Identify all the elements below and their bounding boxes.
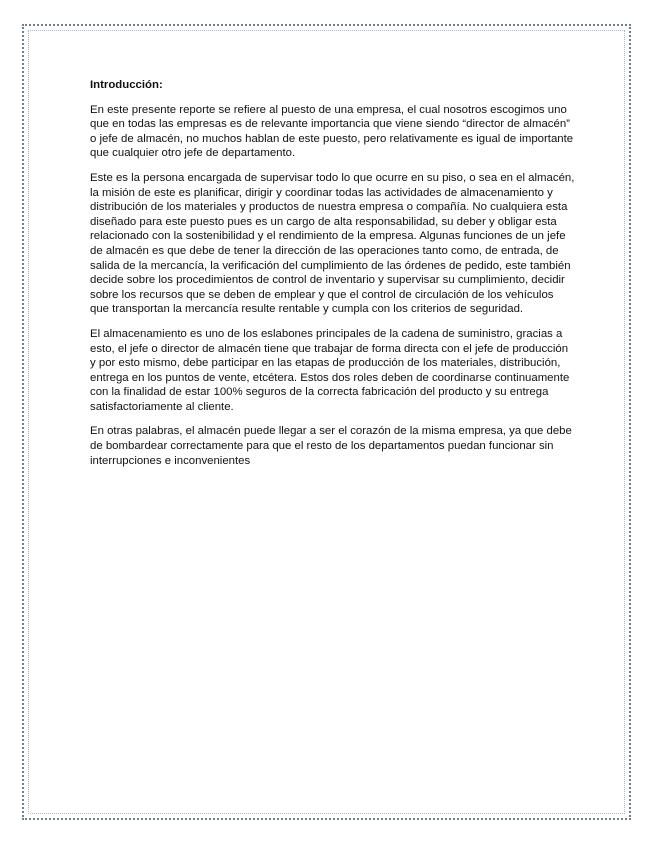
document-body [90, 78, 575, 478]
paragraph-intro: En este presente reporte se refiere al puesto de una empresa, el cual nosotros escogimos uno que en todas las empresas es de relevante importancia que viene siendo “director de almacén” o jefe de almacén, no muchos hablan de este puesto, pero relativamente es igual de importante que cualquier otro jefe de departamento. [90, 103, 574, 160]
paragraph-supply-chain: El almacenamiento es uno de los eslabones principales de la cadena de suministro, gracias a esto, el jefe o director de almacén tiene que trabajar de forma directa con el jefe de producción y por esto mismo, debe participar en las etapas de producción de los materiales, distribución, entrega en los puntos de vente, etcétera. Estos dos roles deben de coordinarse continuamente con la finalidad de estar 100% seguros de la correcta fabricación del producto y su entrega satisfactoriamente al cliente. [90, 327, 570, 413]
paragraph-conclusion: En otras palabras, el almacén puede llegar a ser el corazón de la misma empresa, ya que debe de bombardear correctamente para que el resto de los departamentos puedan funcionar sin interrupciones e inconvenientes [90, 425, 572, 467]
paragraph-responsibilities: Este es la persona encargada de supervisar todo lo que ocurre en su piso, o sea en el almacén, la misión de este es planificar, dirigir y coordinar todas las actividades de almacenamiento y distribución de los materiales y productos de nuestra empresa o compañía. No cualquiera esta diseñado para este puesto pues es un cargo de alta responsabilidad, su deber y obligar esta relacionado con la sostenibilidad y el rendimiento de la empresa. Algunas funciones de un jefe de almacén es que debe de tener la dirección de las operaciones tanto como, de entrada, de salida de la mercancía, la verificación del cumplimiento de las órdenes de pedido, este también decide sobre los procedimientos de control de inventario y supervisar su cumplimiento, decidir sobre los recursos que se deben de emplear y que el control de circulación de los vehículos que transportan la mercancía resulte rentable y cumpla con los criterios de seguridad. [90, 171, 575, 316]
section-heading: Introducción: [90, 79, 163, 91]
